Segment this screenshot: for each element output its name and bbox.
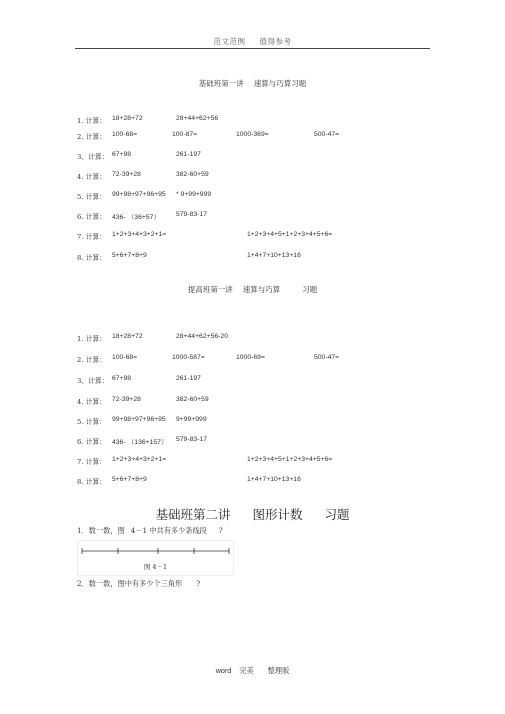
exercise-item: 28+44+62+56 — [176, 115, 219, 122]
exercise-item: 9+99+999 — [176, 416, 207, 423]
exercise-item: 18+28+72 — [112, 115, 143, 122]
exercise-row — [77, 416, 437, 426]
section3-title-part: 基础班第二讲 — [155, 507, 231, 522]
question-2-mark: ? — [196, 579, 201, 588]
exercise-label: 4. 计算： — [77, 398, 107, 406]
exercise-row — [77, 476, 437, 486]
exercise-label: 5. 计算： — [77, 418, 107, 426]
exercise-item: 28+44+62+56-20 — [176, 333, 228, 340]
question-1-text: 1．数一数，图 — [77, 526, 125, 535]
header-rule — [75, 48, 430, 49]
exercise-row — [77, 151, 437, 161]
section2-title-part: 提高班第一讲 — [187, 285, 233, 294]
section3-title-part: 习题 — [324, 507, 350, 522]
exercise-item: 579-83-17 — [176, 211, 207, 218]
exercise-item: 1+2+3+4+5+1+2+3+4+5+6= — [247, 456, 333, 463]
exercise-label: 7. 计算： — [77, 458, 107, 466]
exercise-item: 67+98 — [112, 151, 132, 158]
exercise-row — [77, 171, 437, 181]
exercise-row — [77, 252, 437, 262]
footer-mid-text: 完美 — [239, 666, 254, 675]
exercise-row — [77, 436, 437, 446]
exercise-row — [77, 354, 437, 364]
exercise-item: 1+4+7+10+13+16 — [247, 476, 301, 483]
exercise-item: 261-197 — [176, 375, 201, 382]
section2-title-part: 习题 — [302, 285, 318, 294]
exercise-row — [77, 396, 437, 406]
page-header — [0, 36, 505, 47]
exercise-label: 5. 计算： — [77, 193, 107, 201]
exercise-item: 500-47= — [314, 131, 340, 138]
exercise-label: 8. 计算： — [77, 254, 107, 262]
exercise-item: 436- （136+157） — [112, 439, 168, 446]
exercise-item: 261-197 — [176, 151, 201, 158]
header-right-text: 值得参考 — [259, 37, 292, 46]
exercise-label: 6. 计算： — [77, 438, 107, 446]
exercise-label: 4. 计算： — [77, 173, 107, 181]
exercise-item: 382-60+59 — [176, 171, 209, 178]
exercise-row — [77, 191, 437, 201]
exercise-item: 1+2+3+4+3+2+1= — [112, 456, 167, 463]
exercise-item: 72-39+28 — [112, 171, 141, 178]
exercise-item: 67+98 — [112, 375, 132, 382]
question-1 — [77, 526, 223, 536]
section3-title — [0, 505, 505, 523]
section2-title-part: 速算与巧算 — [242, 285, 281, 294]
exercise-label: 7. 计算： — [77, 233, 107, 241]
exercise-label: 3、计算： — [77, 153, 109, 161]
exercise-row — [77, 131, 437, 141]
section1-title — [0, 78, 505, 89]
exercise-row — [77, 456, 437, 466]
exercise-item: 100-87= — [172, 131, 198, 138]
section1-title-part: 基础班第一讲 — [198, 79, 244, 88]
exercise-item: 1000-587= — [172, 354, 205, 361]
exercise-item: 1000-369= — [236, 131, 269, 138]
section2-title — [0, 284, 505, 295]
exercise-item: 382-60+59 — [176, 396, 209, 403]
question-2-text: 2．数一数，图中有多少个三角形 — [77, 579, 183, 588]
exercise-item: 500-47= — [314, 354, 340, 361]
footer-right-text: 整理版 — [267, 666, 290, 675]
exercise-item: 18+28+72 — [112, 333, 143, 340]
exercise-row — [77, 231, 437, 241]
exercise-item: 99+98+97+96+95 — [112, 191, 166, 198]
section3-title-part: 图形计数 — [252, 507, 303, 522]
exercise-item: 100-68= — [112, 131, 138, 138]
exercise-label: 1. 计算： — [77, 117, 107, 125]
exercise-item: 579-83-17 — [176, 436, 207, 443]
exercise-row — [77, 211, 437, 221]
exercise-item: 436- （36+57） — [112, 214, 161, 221]
exercise-label: 1. 计算： — [77, 335, 107, 343]
figure-caption: 图 4－1 — [143, 563, 168, 571]
exercise-item: 1+2+3+4+3+2+1= — [112, 231, 167, 238]
footer-left-text: word — [215, 666, 232, 675]
question-2 — [77, 579, 200, 589]
page-footer — [0, 666, 505, 676]
exercise-item: 5+6+7+8+9 — [112, 476, 147, 483]
exercise-row — [77, 333, 437, 343]
exercise-item: 1+4+7+10+13+16 — [247, 252, 301, 259]
figure-4-1 — [77, 540, 234, 576]
exercise-item: 99+98+97+96+95 — [112, 416, 166, 423]
exercise-item: 5+6+7+8+9 — [112, 252, 147, 259]
exercise-label: 3、计算： — [77, 377, 109, 385]
exercise-label: 2. 计算： — [77, 356, 107, 364]
exercise-label: 6. 计算： — [77, 213, 107, 221]
exercise-item: 72-39+28 — [112, 396, 141, 403]
exercise-row — [77, 115, 437, 125]
question-1-mark: ? — [218, 526, 223, 535]
exercise-label: 2. 计算： — [77, 133, 107, 141]
exercise-label: 8. 计算： — [77, 478, 107, 486]
section1-title-part: 速算与巧算习题 — [253, 79, 307, 88]
exercise-row — [77, 375, 437, 385]
header-left-text: 范文范例 — [213, 37, 246, 46]
exercise-item: 100-68= — [112, 354, 138, 361]
exercise-item: * 9+99+999 — [176, 191, 212, 198]
exercise-item: 1+2+3+4+5+1+2+3+4+5+6= — [247, 231, 333, 238]
question-1-text: 4－1 中共有多少条线段 — [130, 526, 207, 535]
exercise-item: 1000-69= — [236, 354, 265, 361]
